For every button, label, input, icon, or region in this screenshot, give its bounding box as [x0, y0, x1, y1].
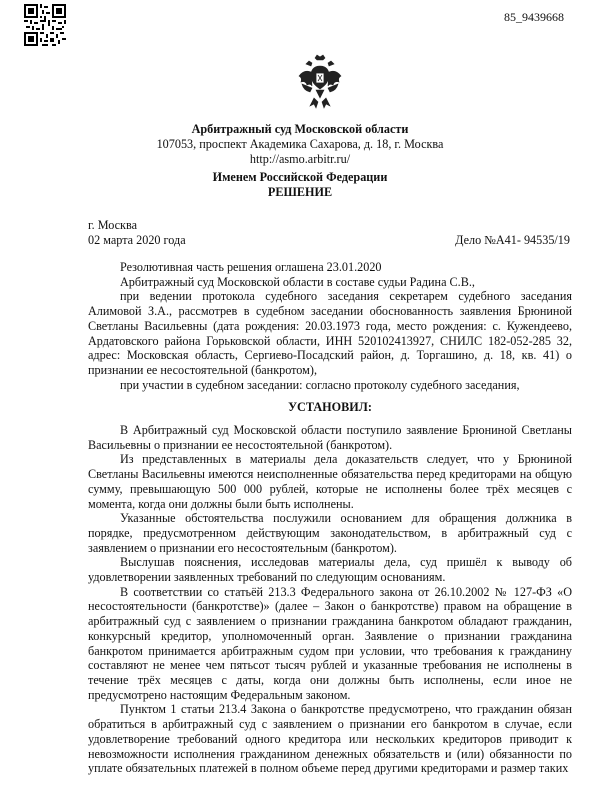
- paragraph: Из представленных в материалы дела доказательств следует, что у Брюниной Светланы Васильевны имеются неисполненные обязательства перед кредиторами на общую сумму, превышающую 500 000 рублей, которые не исполнены более трёх месяцев с момента, когда они должны были быть исполнены.: [88, 452, 572, 511]
- qr-code-icon: [24, 4, 66, 46]
- paragraph: Пунктом 1 статьи 213.4 Закона о банкротстве предусмотрено, что гражданин обязан обратиться в арбитражный суд с заявлением о признании его банкротом в случае, если удовлетворение требований одного кредитора или нескольких кредиторов приводит к невозможности исполнения гражданином денежных обязательств и (или) обязанности по уплате обязательных платежей в полном объеме перед другими кредиторами и размер таких: [88, 702, 572, 776]
- decision-date: 02 марта 2020 года: [88, 233, 186, 247]
- court-name: Арбитражный суд Московской области: [191, 122, 409, 136]
- in-name-of: Именем Российской Федерации: [212, 170, 388, 184]
- court-website: http://asmo.arbitr.ru/: [249, 152, 351, 166]
- case-number: Дело №А41- 94535/19: [455, 233, 570, 247]
- paragraph: Арбитражный суд Московской области в составе судьи Радина С.В.,: [120, 274, 475, 289]
- paragraph: при ведении протокола судебного заседания секретарем судебного заседания Алимовой З.А., рассмотрев в судебном заседании обоснованность заявления Брюниной Светланы Васильевны (дата рождения: 20.03.1973 года, место рождения: с. Кужендеево, Ардатовского района Горьковской области, ИНН 520102413927, СНИЛС 182-052-285 32, адрес: Московская область, Сергиево-Посадский район, д. Торгашино, д. 18, кв. 41) о признании ее несостоятельной (банкротом),: [88, 289, 572, 377]
- court-address: 107053, проспект Академика Сахарова, д. 18, г. Москва: [156, 137, 444, 151]
- document-body: [88, 260, 572, 776]
- russian-coat-of-arms-icon: [296, 54, 344, 110]
- paragraph: В соответствии со статьёй 213.3 Федерального закона от 26.10.2002 № 127-ФЗ «О несостоятельности (банкротстве)» (далее – Закон о банкротстве) правом на обращение в арбитражный суд с заявлением о признании гражданина банкротом обладают гражданин, конкурсный кредитор, уполномоченный орган. Заявление о признании гражданина банкротом принимается арбитражным судом при условии, что требования к гражданину составляют не менее чем пятьсот тысяч рублей и указанные требования не исполнены в течение трёх месяцев с даты, когда они должны быть исполнены, если иное не предусмотрено настоящим Федеральным законом.: [88, 584, 572, 702]
- paragraph: В Арбитражный суд Московской области поступило заявление Брюниной Светланы Васильевны о признании ее несостоятельной (банкротом).: [88, 423, 572, 452]
- section-heading: УСТАНОВИЛ:: [288, 400, 372, 415]
- city: г. Москва: [88, 218, 137, 232]
- paragraph: Выслушав пояснения, исследовав материалы дела, суд пришёл к выводу об удовлетворении заявленных требований по следующим основаниям.: [88, 555, 572, 585]
- document-number: 85_9439668: [504, 10, 564, 24]
- paragraph: при участии в судебном заседании: согласно протоколу судебного заседания,: [120, 377, 520, 392]
- paragraph: Резолютивная часть решения оглашена 23.01.2020: [120, 260, 382, 274]
- decision-title: РЕШЕНИЕ: [267, 185, 333, 199]
- paragraph: Указанные обстоятельства послужили основанием для обращения должника в порядке, предусмотренном действующим законодательством, в арбитражный суд с заявлением о признании его несостоятельным (банкротом).: [88, 511, 572, 555]
